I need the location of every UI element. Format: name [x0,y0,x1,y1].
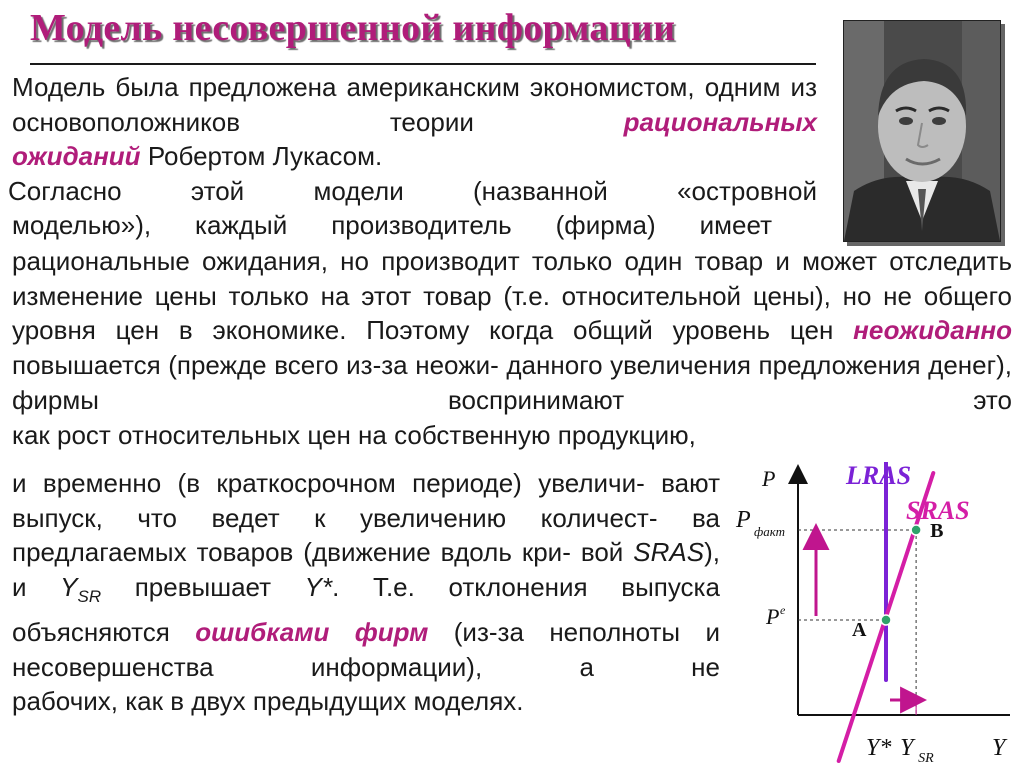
conclusion-line-7: рабочих, как в двух предыдущих моделях. [12,686,524,717]
intro-tail: Робертом Лукасом. [147,141,383,172]
point-label-b: B [930,520,944,542]
island-line-6-post: повышается (прежде всего из-за неожи- [12,350,499,381]
island-line-4: отследить изменение цены только на этот товар (т.е. относительной [12,246,1012,311]
paragraph-island-model [8,174,817,209]
highlight-rational: рациональных [623,106,817,137]
axis-label-y: Y [992,735,1006,761]
island-line-3: рациональные ожидания, но производит только один товар и может [12,246,878,276]
island-line-2: моделью»), каждый производитель (фирма) имеет [12,210,772,240]
portrait-photo [843,20,1001,242]
paragraph-intro [12,70,817,174]
as-chart-svg [728,462,1024,767]
highlight-unexpectedly: неожиданно [853,315,1012,346]
sr-subscript: SR [77,587,102,607]
conclusion-line-1: и временно (в краткосрочном периоде) увеличи- [12,468,645,498]
conclusion-line-4b: ), и [12,537,720,603]
highlight-expectations: ожиданий [12,141,141,172]
intro-line-1: Модель была предложена американским экономистом, [12,72,695,102]
title-underline [30,63,816,65]
island-line-7: данного увеличения предложения денег), фирмы воспринимают это [12,350,1012,415]
paragraph-island-model-2 [12,208,772,243]
conclusion-line-5-post: (из-за [453,617,524,647]
tick-y-sr: Y [900,735,914,761]
island-line-8: как рост относительных цен на собственную продукцию, [12,419,696,450]
conclusion-line-6: неполноты и несовершенства информации), а не [12,617,721,682]
tick-p-fact-sub: факт [754,524,786,539]
conclusion-line-2: вают выпуск, что ведет к увеличению количест- [12,468,720,533]
axis-label-p: P [762,466,776,491]
sras-term: SRAS [633,537,705,568]
label-lras: LRAS [846,462,912,490]
conclusion-line-3: ва предлагаемых товаров (движение вдоль кри- [12,502,721,568]
island-line-1: Согласно этой модели (названной «островной [8,176,817,206]
y-symbol: Y [60,572,78,603]
highlight-firm-errors: ошибками фирм [195,617,429,647]
point-a [881,615,891,625]
tick-p-e-sup: e [780,603,786,617]
tick-p-fact: P [736,507,751,533]
point-b [911,525,921,535]
y-sr-term [60,572,102,607]
tick-p-e: P [766,604,780,629]
conclusion-line-4d: . Т.е. отклонения [332,572,588,603]
conclusion-line-4c: превышает [134,572,272,603]
point-label-a: A [852,619,867,641]
chart-marks [735,462,1008,766]
island-line-5: цены), но не общего уровня цен в экономике. Поэтому когда общий [12,280,1012,346]
conclusion-line-5-pre: выпуска объясняются [12,572,720,647]
island-line-6-pre: уровень цен [672,315,834,346]
tick-y-star: Y* [866,735,892,761]
conclusion-line-4a: вой [580,537,624,568]
intro-line-3 [12,139,817,174]
intro-line-2: одним из основоположников теории [12,72,817,137]
portrait-image [844,21,1000,241]
tick-y-sr-sub: SR [918,751,934,766]
y-star-term: Y* [304,572,333,603]
slide-title: Модель несовершенной информации [30,7,676,49]
paragraph-conclusion [12,466,720,719]
label-sras: SRAS [906,496,970,525]
as-graph [728,462,1024,767]
paragraph-island-model-3 [12,244,1012,452]
